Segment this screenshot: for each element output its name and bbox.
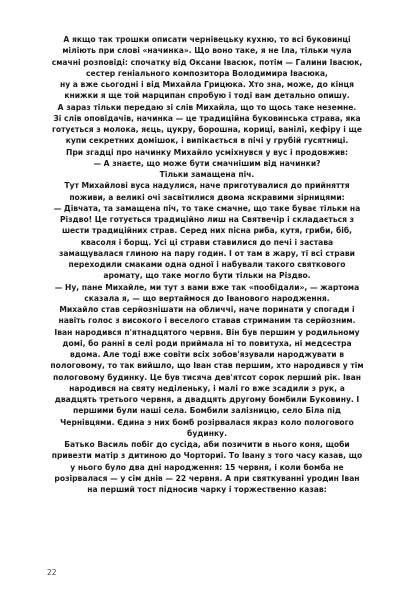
body-text (48, 34, 366, 495)
paragraph-3: А зараз тільки передаю зі слів Михайла, що то щось таке неземне. (57, 102, 357, 112)
paragraph-6: — А знаєте, що може бути смачнішим від начинки? (93, 158, 321, 168)
paragraph-4: Зі слів оповідачів, начинка — це традиційна буковинська страва, яка готується з молока, яєць, цукру, борошна, кориці, ванілі, кефіру і ще купи секретних домішок, і випікається в пічі у грубій гусятниці. (51, 113, 363, 146)
paragraph-2: ну а вже сьогодні і від Михайла Грицюка. Хто зна, може, до кінця книжки я ще той марципан спробую і тоді вам детально опишу. (59, 80, 355, 101)
page-number: 22 (47, 568, 57, 577)
paragraph-7: Тільки замащена піч. (159, 170, 255, 179)
paragraph-13: Батько Василь побіг до сусіда, аби позичити в нього коня, щоби привезти матір з дитиною до Чорториї. То Івану з того часу казав, що у нього було два дні народження: 15 червня, і коли бомба не розірвалася — у сім днів — 22 червня. А при святкуванні уродин Іван на перший тост підносив чарку і торжественно казав: (51, 440, 363, 494)
paragraph-1: А якщо так трошки описати чернівецьку кухню, то всі буковинці міліють при слові «начинка». Що воно таке, я не Іла, тільки чула смачні розповіді: спочатку від Оксани Івасюк, потім — Галини Івасюк, сестер геніального композитора Володимира Івасюка, (51, 35, 363, 78)
paragraph-9: — Дівчата, та замащена піч, то таке смачне, що таке буває тільки на Різдво! Це готується традиційно лиш на Святвечір і складається з шести традиційних страв. Серед них пісна риба, кутя, гриби, біб, квасоля і борщ. Усі ці страви ставилися до печі і застава замащувалася глиною на пару годин. І от там в жару, ті всі страви переходили смаками одна одної і набували такого святкового аромату, що таке могло бути тільки на Різдво. (53, 203, 361, 281)
paragraph-5: При згадці про начинку Михайло усміхнувся у вус і продовжив: (65, 147, 349, 157)
paragraph-12: Іван народився п'ятнадцятого червня. Він був першим у родильному домі, бо ранні в селі роди приймала ні то повитуха, ні медсестра вдома. Але тоді вже совіти всіх зобов'язували народжувати в пологовому, то так вийшло, що Іван став першим, хто народився у тім пологовому будинку. Це був тисяча дев'ятсот сорок перший рік. Іван народився на святу неділеньку, і малі го вже зсадили з рук, а двадцять третього червня, а двадцять другому бомбили Буковину. І першими були наші села. Бомбили залізницю, село Біла під Чернівцями. Єдина з них бомб розірвалася якраз коло пологового будинку. (50, 327, 364, 438)
paragraph-8: Тут Михайлові вуса надулися, наче приготувалися до прийняття поживи, а великі очі засвітилися двома яскравими зірницями: (64, 181, 350, 202)
paragraph-10: — Ну, пане Михайле, ми тут з вами вже так «пообідали», — жартома сказала я, — що вертаймося до Іванового народження. (54, 282, 360, 303)
paragraph-11: Михайло став серйознішати на обличчі, наче поринати у спогади і навіть голос з високого і веселого ставав стриманим та серйозним. (58, 305, 356, 326)
